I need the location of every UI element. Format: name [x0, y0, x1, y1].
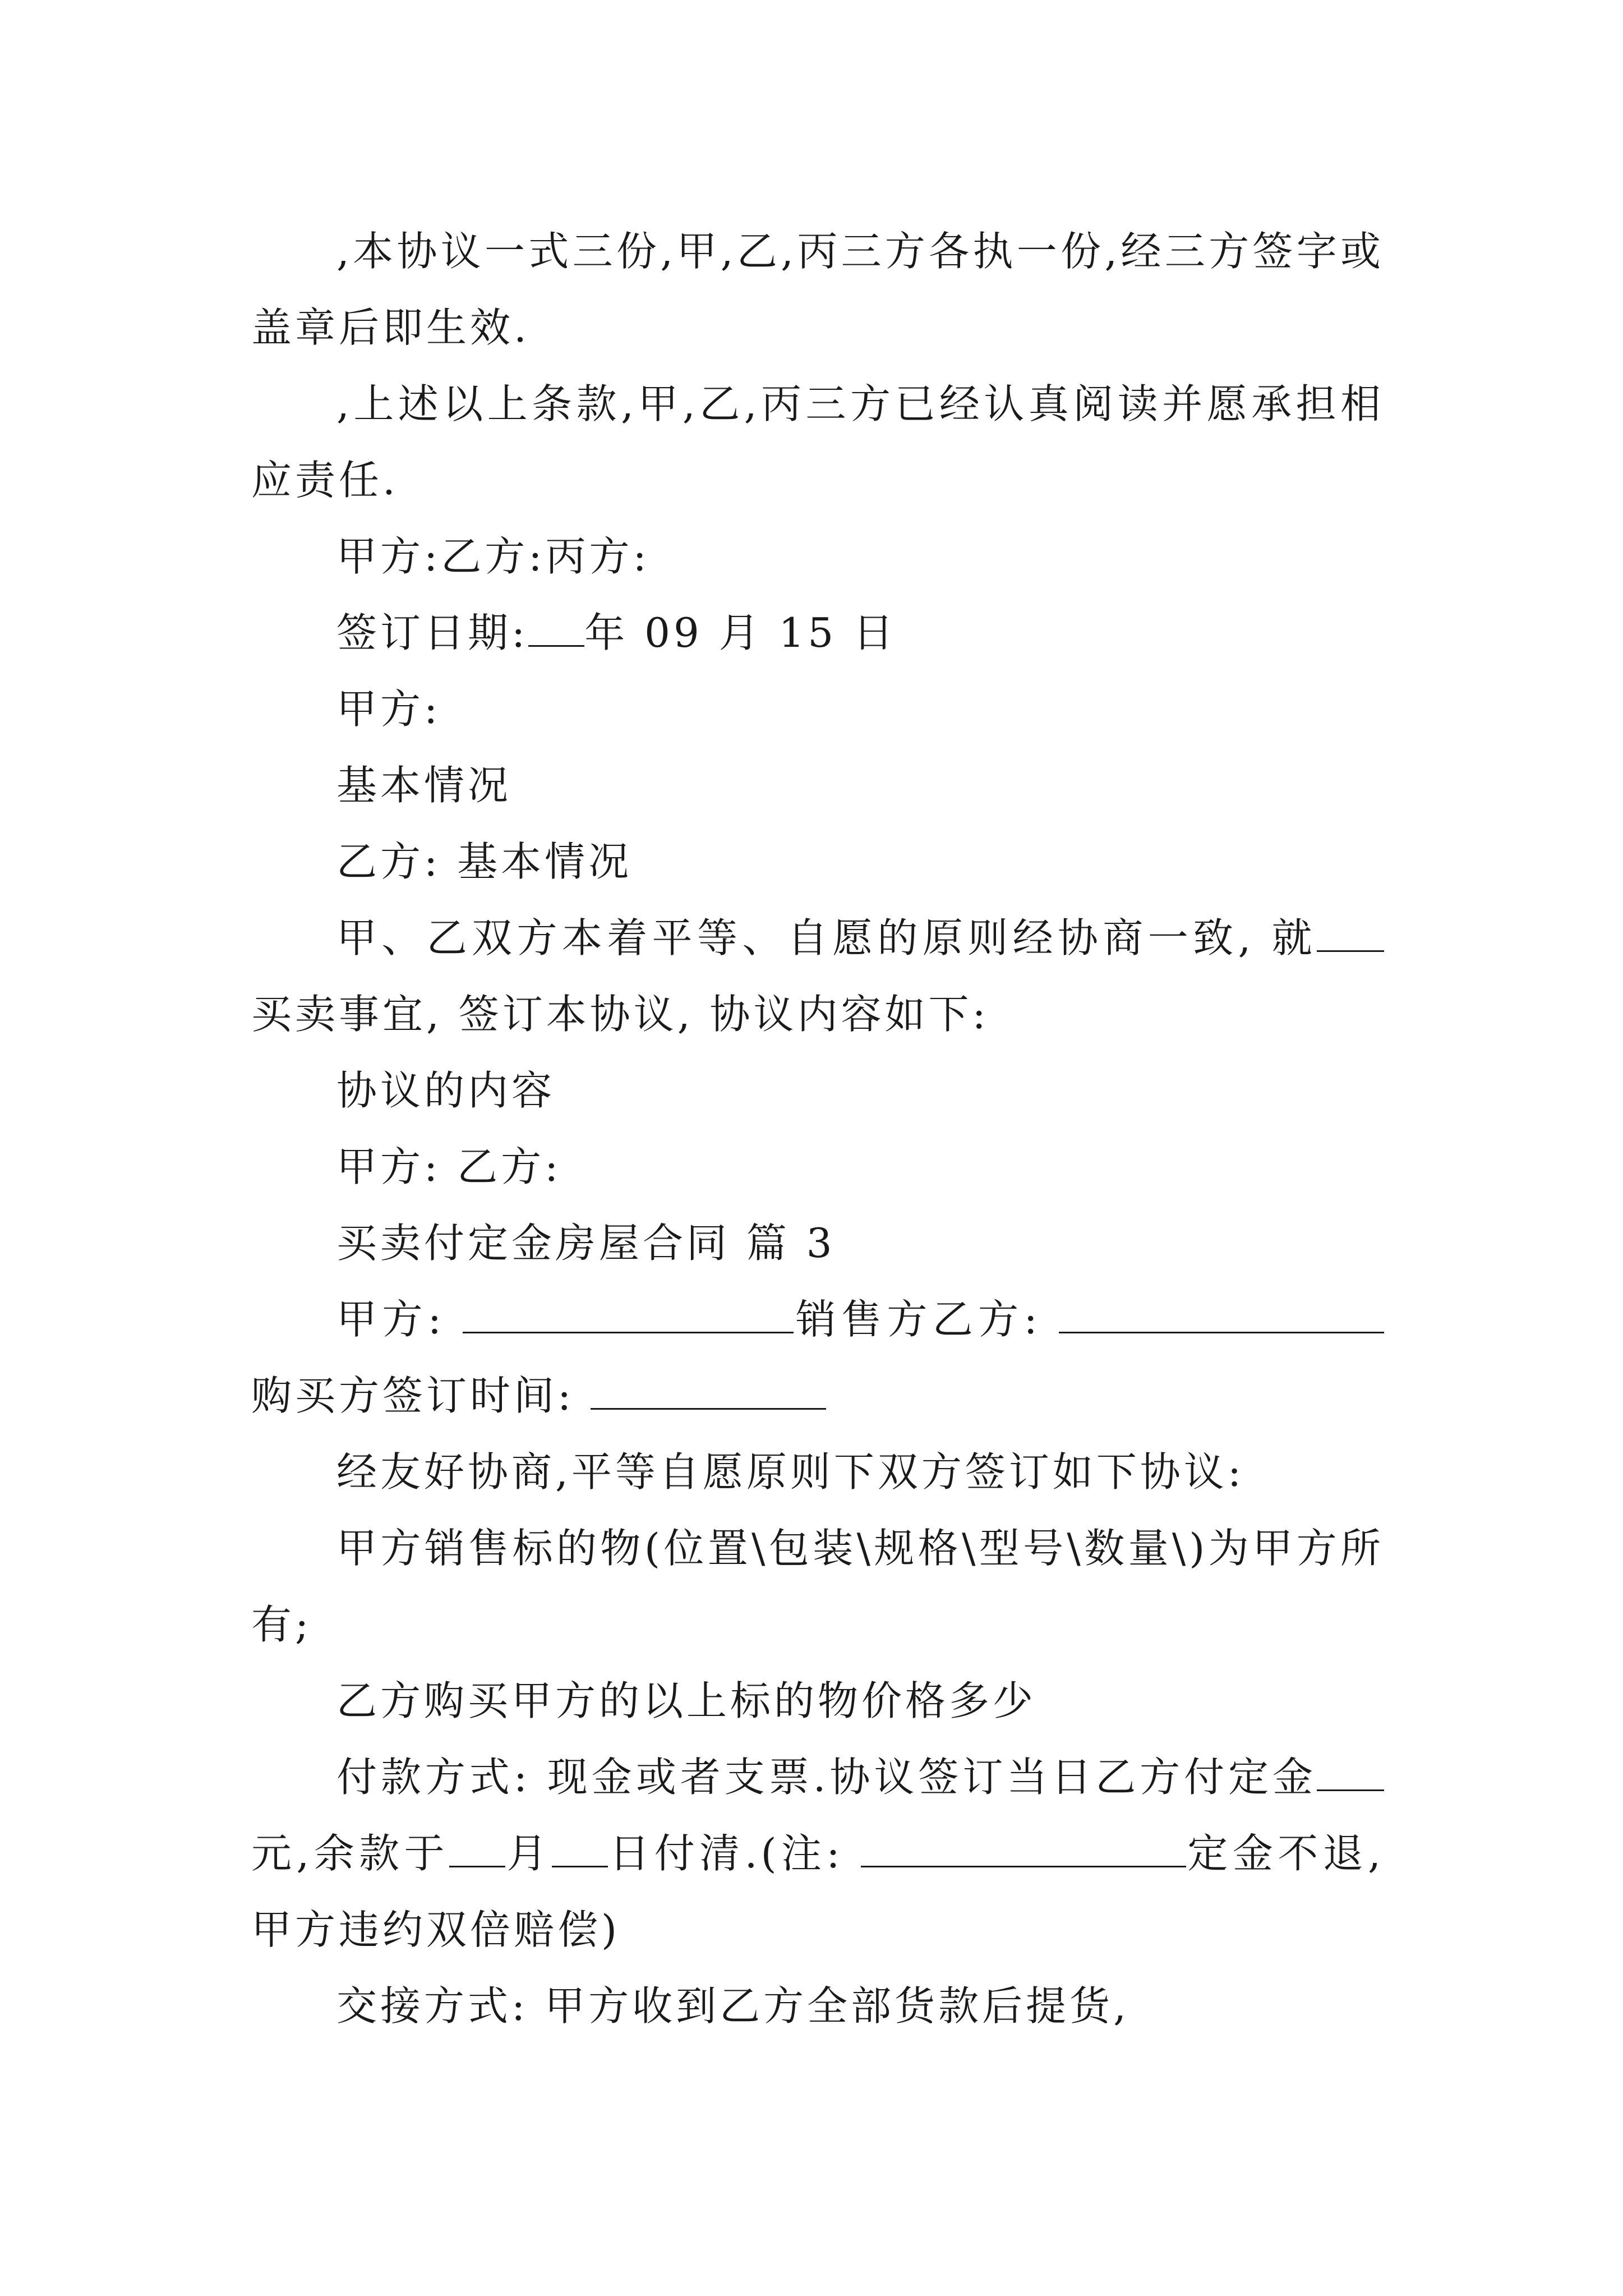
signing-time-label: 购买方签订时间: [251, 1372, 575, 1419]
signing-time-blank [591, 1373, 826, 1410]
document-body [251, 213, 1384, 2044]
party-a-label [251, 671, 1384, 747]
paragraph-text: ,上述以上条款,甲,乙,丙三方已经认真阅读并愿承担相应责任. [251, 380, 1384, 504]
paragraph-text: 甲方:乙方:丙方: [336, 533, 650, 580]
parties-fill-in-line [251, 1281, 1384, 1434]
party-b-basic-info [251, 823, 1384, 900]
subject-blank [1317, 915, 1384, 952]
paragraph-text: 乙方: 基本情况 [336, 838, 633, 885]
signing-date-line [251, 595, 1384, 671]
payment-text-3: 月 [505, 1830, 552, 1877]
subject-ownership-clause [251, 1510, 1384, 1663]
signature-parties-line [251, 518, 1384, 595]
paragraph-text: 甲方: [336, 685, 441, 733]
signing-date-label: 签订日期: [336, 609, 529, 656]
party-a-blank [463, 1297, 794, 1333]
party-b-blank [1059, 1297, 1384, 1333]
payment-text-1: 付款方式: 现金或者支票.协议签订当日乙方付定金 [336, 1754, 1317, 1801]
paragraph-text: 基本情况 [336, 762, 512, 809]
paragraph-text: 乙方购买甲方的以上标的物价格多少 [336, 1677, 1037, 1724]
payment-text-4: 日付清.(注: [607, 1830, 843, 1877]
seller-buyer-label: 销售方乙方: [794, 1296, 1041, 1343]
payment-text-2: 元,余款于 [251, 1830, 450, 1877]
negotiation-clause [251, 1434, 1384, 1510]
note-blank [861, 1831, 1186, 1867]
paragraph-text: 协议的内容 [336, 1067, 556, 1114]
preamble-text-end: 买卖事宜, 签订本协议, 协议内容如下: [251, 991, 989, 1038]
agreement-content-heading [251, 1052, 1384, 1129]
party-labels-line [251, 1129, 1384, 1205]
paragraph-text: ,本协议一式三份,甲,乙,丙三方各执一份,经三方签字或盖章后即生效. [251, 228, 1384, 351]
agreement-preamble [251, 900, 1384, 1052]
party-a-basic-info [251, 747, 1384, 823]
day-blank [552, 1831, 608, 1867]
month-blank [449, 1831, 505, 1867]
year-blank [528, 610, 584, 647]
paragraph-text: 甲方销售标的物(位置\包装\规格\型号\数量\)为甲方所有; [251, 1525, 1384, 1648]
section-title [251, 1205, 1384, 1281]
signing-date-value: 年 09 月 15 日 [584, 609, 897, 656]
paragraph-text: 甲方: 乙方: [336, 1143, 562, 1190]
paragraph-text: 经友好协商,平等自愿原则下双方签订如下协议: [336, 1448, 1245, 1496]
preamble-text-start: 甲、乙双方本着平等、自愿的原则经协商一致, 就 [336, 914, 1317, 961]
payment-text-5: 定金不退,甲方违约双倍赔偿) [251, 1830, 1384, 1953]
paragraph-text: 交接方式: 甲方收到乙方全部货款后提货, [336, 1982, 1130, 2030]
party-a-field-label: 甲方: [336, 1296, 445, 1343]
price-clause [251, 1663, 1384, 1739]
paragraph-text: 买卖付定金房屋合同 篇 3 [336, 1220, 836, 1267]
paragraph-copies-clause [251, 213, 1384, 366]
delivery-method-clause [251, 1968, 1384, 2044]
deposit-amount-blank [1317, 1755, 1384, 1791]
paragraph-responsibility-clause [251, 366, 1384, 518]
payment-method-clause [251, 1739, 1384, 1968]
